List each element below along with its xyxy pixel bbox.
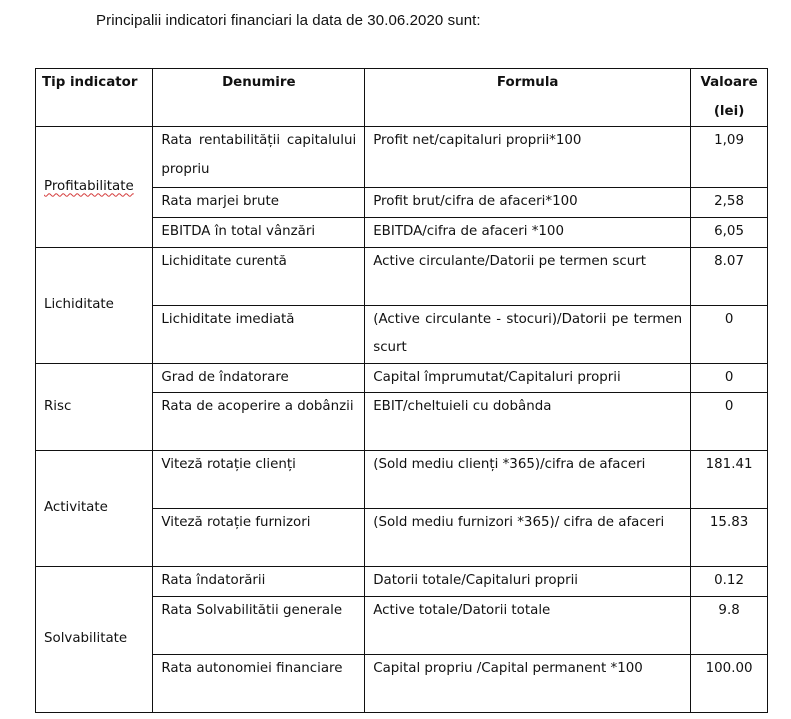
header-formula: Formula [365, 69, 691, 127]
indicator-name: Rata rentabilității capitalului propriu [153, 127, 365, 188]
indicator-type: Lichiditate [36, 247, 153, 363]
indicator-name: Rata marjei brute [153, 188, 365, 218]
table-row [36, 127, 768, 188]
indicator-name: Lichiditate imediată [153, 305, 365, 363]
header-row [36, 69, 768, 127]
indicator-formula: (Sold mediu clienți *365)/cifra de afaceri [365, 451, 691, 509]
indicator-type: Profitabilitate [44, 178, 134, 194]
indicator-value: 181.41 [691, 451, 768, 509]
indicator-formula: Active totale/Datorii totale [365, 596, 691, 654]
indicator-type: Activitate [36, 451, 153, 567]
indicator-value: 0.12 [691, 567, 768, 597]
indicator-value: 0 [691, 305, 768, 363]
indicator-name: Rata de acoperire a dobânzii [153, 393, 365, 451]
financial-indicators-table [35, 68, 768, 713]
indicator-value: 1,09 [691, 127, 768, 188]
indicator-formula: Datorii totale/Capitaluri proprii [365, 567, 691, 597]
header-name: Denumire [153, 69, 365, 127]
indicator-name: Viteză rotație clienți [153, 451, 365, 509]
indicator-formula: Capital împrumutat/Capitaluri proprii [365, 363, 691, 393]
table-row [36, 363, 768, 393]
indicator-value: 0 [691, 363, 768, 393]
header-value-unit: (lei) [713, 103, 745, 119]
indicator-name: Rata îndatorării [153, 567, 365, 597]
indicator-value: 6,05 [691, 217, 768, 247]
indicator-formula: Profit net/capitaluri proprii*100 [365, 127, 691, 188]
indicator-value: 15.83 [691, 509, 768, 567]
table-row [36, 451, 768, 509]
indicator-value: 100.00 [691, 654, 768, 712]
indicator-type: Risc [36, 363, 153, 451]
indicator-formula: Capital propriu /Capital permanent *100 [365, 654, 691, 712]
indicator-formula: EBIT/cheltuieli cu dobânda [365, 393, 691, 451]
indicator-type-cell [36, 127, 153, 248]
indicator-name: Rata autonomiei financiare [153, 654, 365, 712]
indicator-value: 9.8 [691, 596, 768, 654]
indicator-name: Rata Solvabilitătii generale [153, 596, 365, 654]
intro-text: Principalii indicatori financiari la data de 30.06.2020 sunt: [96, 12, 481, 29]
indicator-name: Lichiditate curentă [153, 247, 365, 305]
table-row [36, 567, 768, 597]
indicator-name: Viteză rotație furnizori [153, 509, 365, 567]
indicator-formula: Active circulante/Datorii pe termen scurt [365, 247, 691, 305]
indicator-value: 0 [691, 393, 768, 451]
header-value-label: Valoare [700, 75, 758, 90]
indicator-value: 2,58 [691, 188, 768, 218]
indicator-value: 8.07 [691, 247, 768, 305]
indicator-type: Solvabilitate [36, 567, 153, 713]
header-type: Tip indicator [36, 69, 153, 127]
header-value [691, 69, 768, 127]
indicator-formula: (Active circulante - stocuri)/Datorii pe termen scurt [365, 305, 691, 363]
indicator-formula: (Sold mediu furnizori *365)/ cifra de afaceri [365, 509, 691, 567]
indicator-formula: Profit brut/cifra de afaceri*100 [365, 188, 691, 218]
indicator-name: Grad de îndatorare [153, 363, 365, 393]
indicator-name: EBITDA în total vânzări [153, 217, 365, 247]
indicator-formula: EBITDA/cifra de afaceri *100 [365, 217, 691, 247]
table-row [36, 247, 768, 305]
